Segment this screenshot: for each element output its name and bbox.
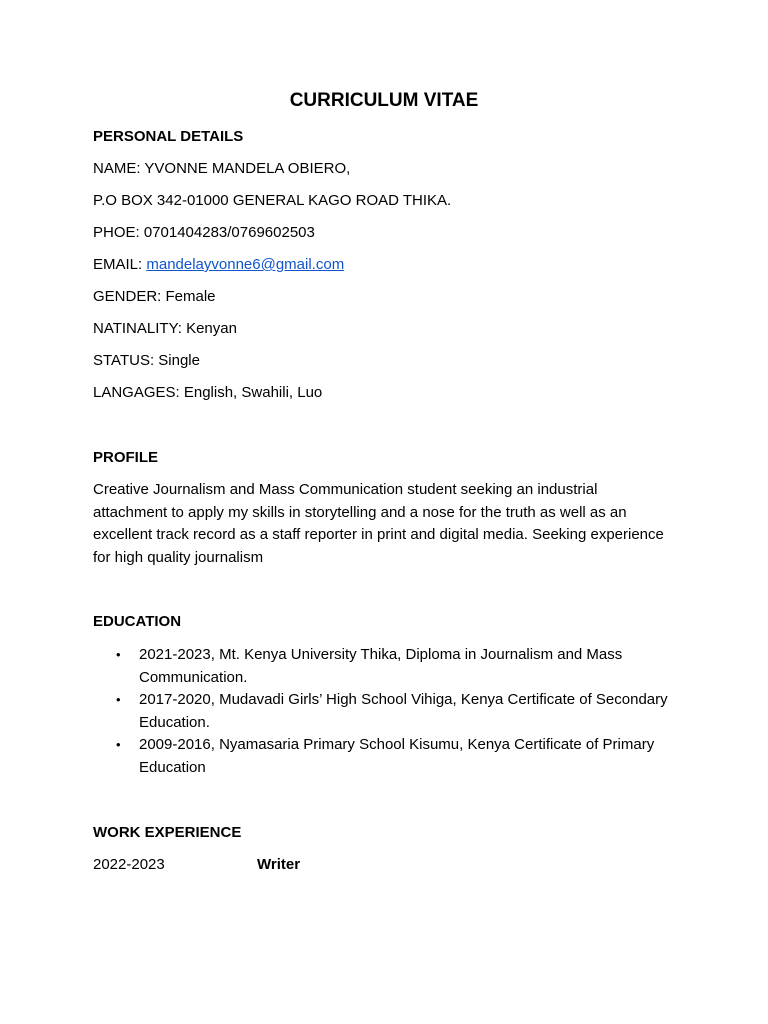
education-heading: EDUCATION bbox=[93, 613, 182, 630]
education-entry: 2009-2016, Nyamasaria Primary School Kisumu, Kenya Certificate of Primary Education bbox=[139, 736, 655, 776]
list-item bbox=[93, 689, 673, 734]
languages-line: LANGAGES: English, Swahili, Luo bbox=[93, 384, 323, 401]
nationality-line: NATINALITY: Kenyan bbox=[93, 320, 237, 337]
education-entry: 2021-2023, Mt. Kenya University Thika, Diploma in Journalism and Mass Communication. bbox=[139, 646, 623, 686]
list-item bbox=[93, 644, 673, 689]
personal-details-heading: PERSONAL DETAILS bbox=[93, 128, 244, 145]
email-line bbox=[93, 256, 344, 273]
name-line: NAME: YVONNE MANDELA OBIERO, bbox=[93, 160, 351, 177]
work-entry bbox=[93, 856, 300, 873]
profile-heading: PROFILE bbox=[93, 449, 159, 466]
work-role: Writer bbox=[257, 856, 301, 873]
list-item bbox=[93, 734, 673, 779]
education-entry: 2017-2020, Mudavadi Girls’ High School Vihiga, Kenya Certificate of Secondary Education. bbox=[139, 691, 668, 731]
bullet-icon: • bbox=[116, 647, 121, 662]
document-title: CURRICULUM VITAE bbox=[289, 90, 479, 111]
work-experience-heading: WORK EXPERIENCE bbox=[93, 824, 242, 841]
bullet-icon: • bbox=[116, 692, 121, 707]
email-label: EMAIL: bbox=[93, 256, 147, 273]
gender-line: GENDER: Female bbox=[93, 288, 216, 305]
email-link[interactable]: mandelayvonne6@gmail.com bbox=[146, 256, 345, 273]
bullet-icon: • bbox=[116, 737, 121, 752]
education-list bbox=[93, 644, 673, 779]
phone-line: PHOE: 0701404283/0769602503 bbox=[93, 224, 315, 241]
status-line: STATUS: Single bbox=[93, 352, 200, 369]
address-line: P.O BOX 342-01000 GENERAL KAGO ROAD THIKA. bbox=[93, 192, 452, 209]
work-years: 2022-2023 bbox=[93, 856, 165, 873]
profile-text: Creative Journalism and Mass Communication student seeking an industrial attachment to apply my skills in storytelling and a nose for the truth as well as an excellent track record as a staff reporter in print and digital media. Seeking experience for high quality journalism bbox=[93, 481, 664, 566]
